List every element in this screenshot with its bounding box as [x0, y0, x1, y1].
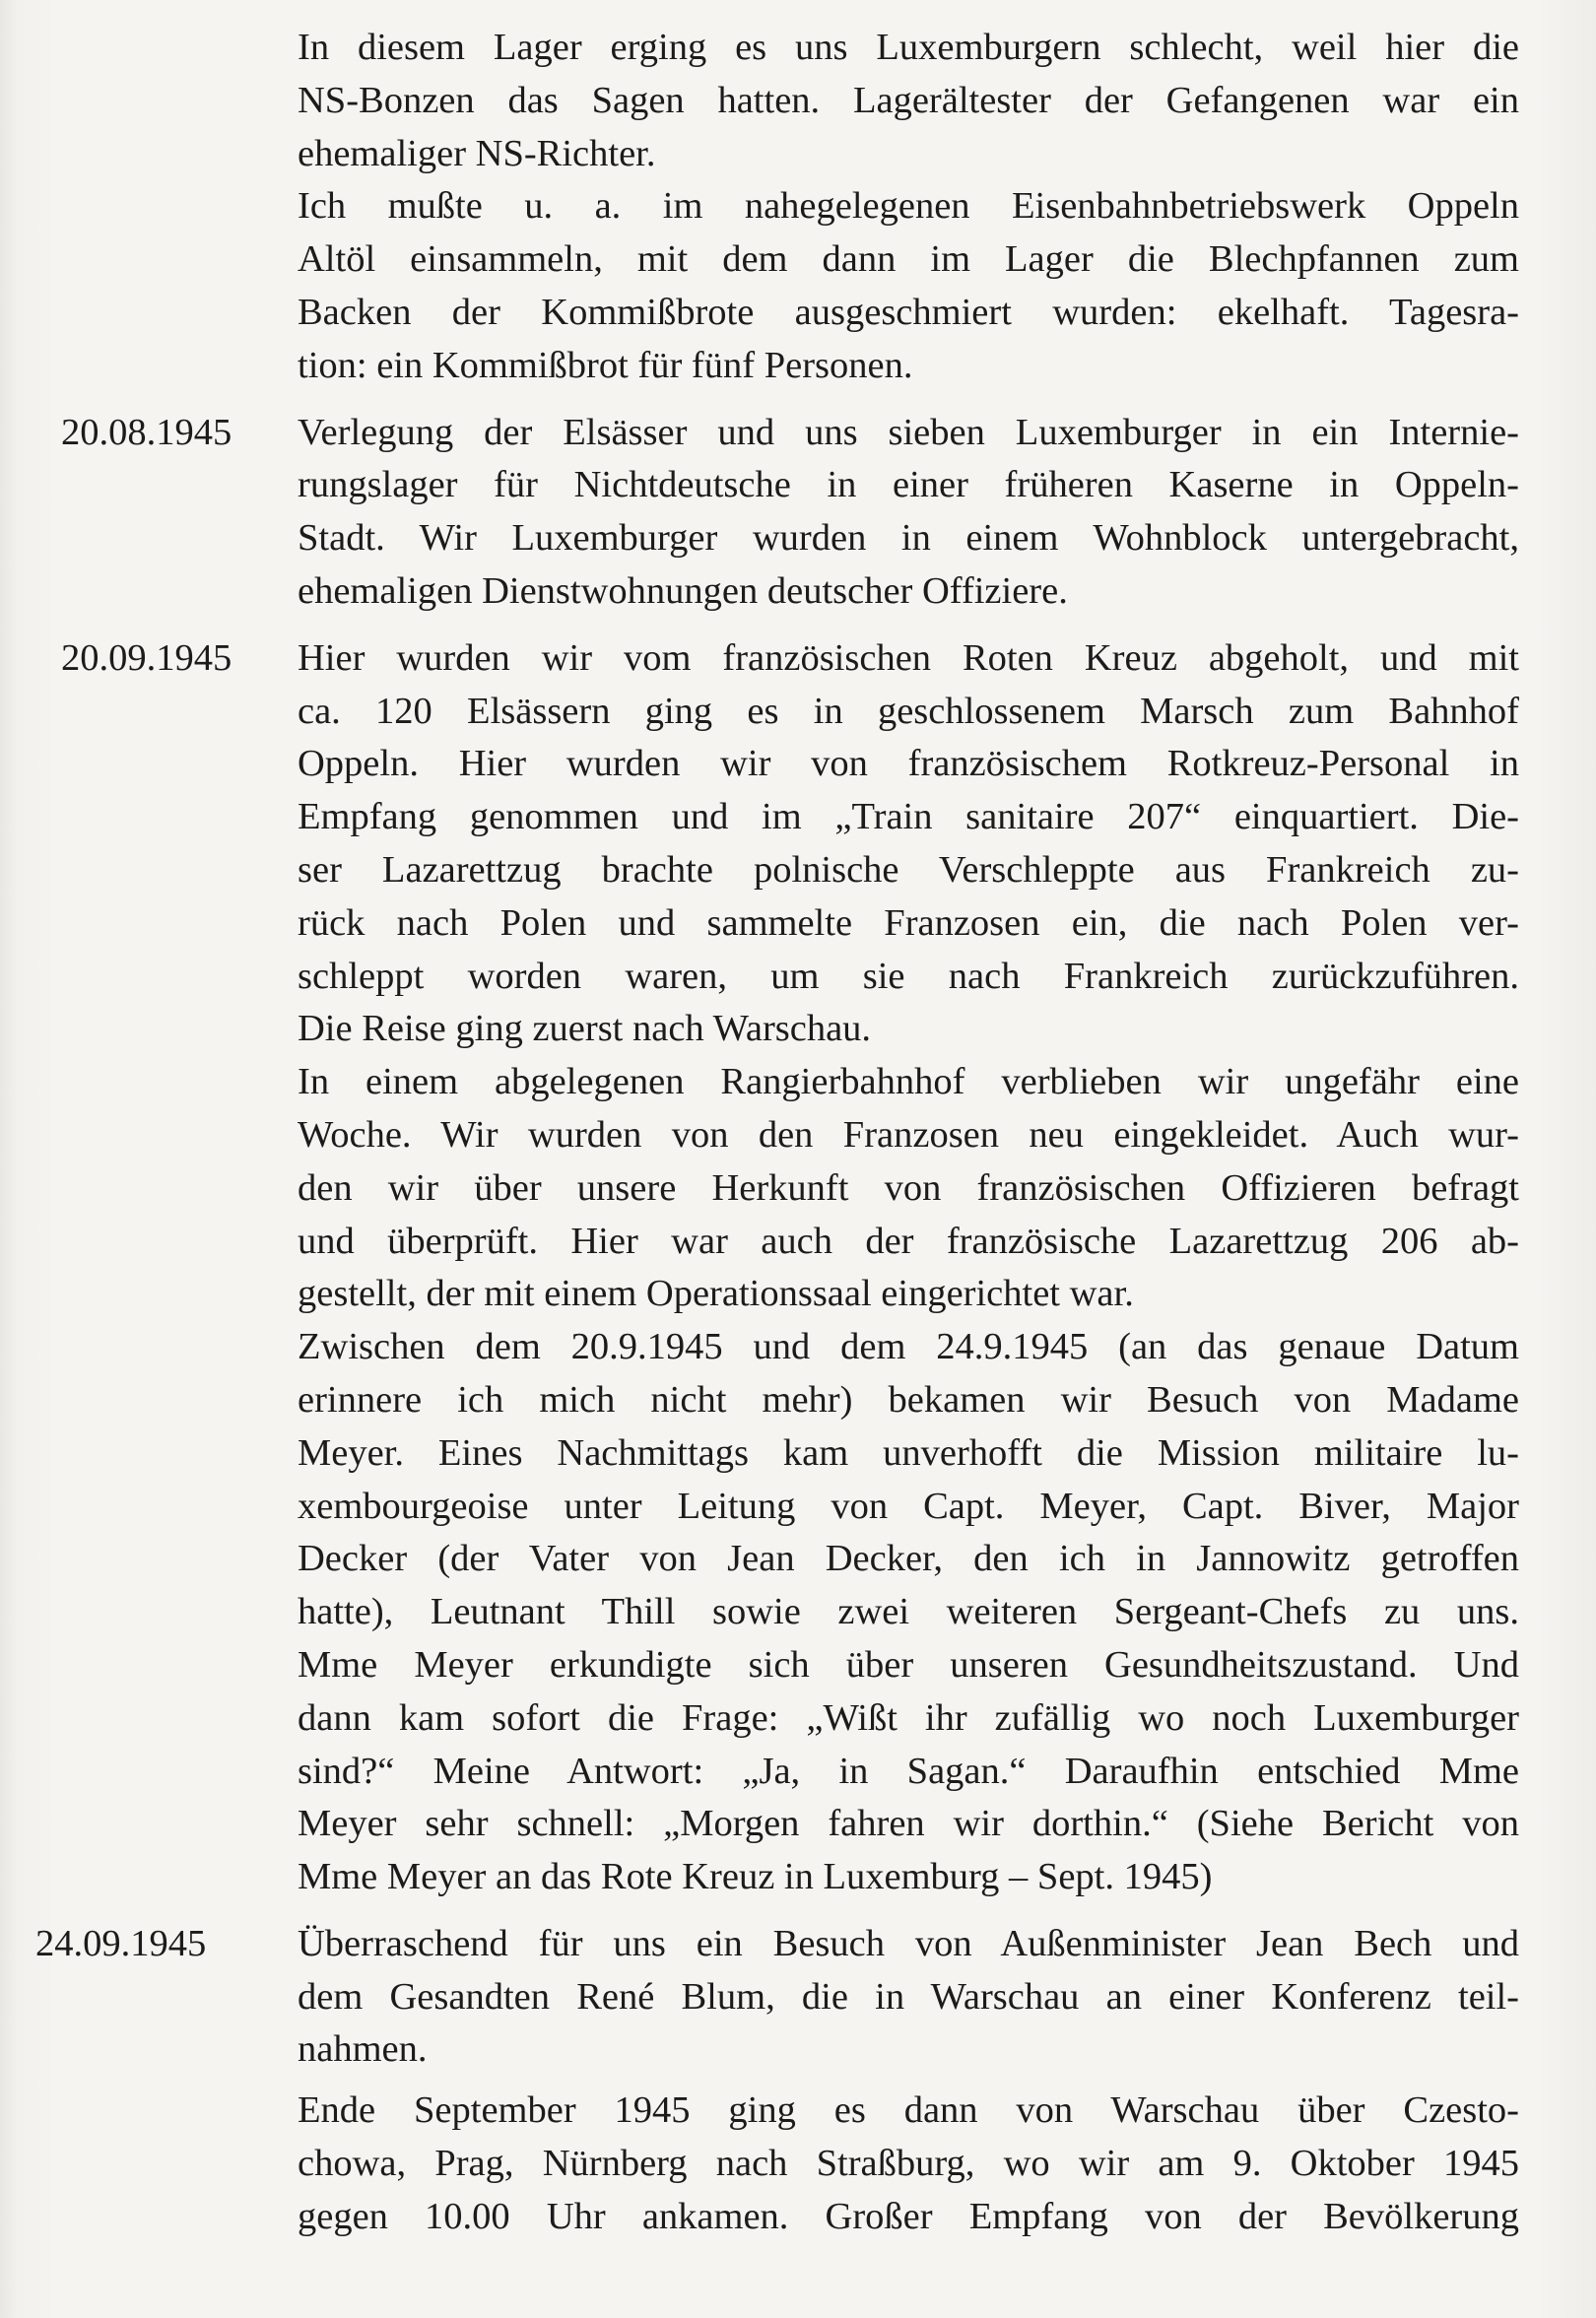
text-line: In einem abgelegenen Rangierbahnhof verblieben wir ungefähr eine: [298, 1061, 1519, 1103]
text-line: ehemaliger NS-Richter.: [298, 132, 656, 174]
text-line: rück nach Polen und sammelte Franzosen ein, die nach Polen ver-: [298, 901, 1519, 944]
text-line: sind?“ Meine Antwort: „Ja, in Sagan.“ Daraufhin entschied Mme: [298, 1750, 1519, 1792]
entry-1945-08-20: [0, 407, 1596, 619]
entry-1945-09-24: [0, 1918, 1596, 2244]
text-line: Backen der Kommißbrote ausgeschmiert wurden: ekelhaft. Tagesra-: [298, 291, 1519, 333]
text-line: hatte), Leutnant Thill sowie zwei weiteren Sergeant-Chefs zu uns.: [298, 1591, 1519, 1633]
text-line: tion: ein Kommißbrot für fünf Personen.: [298, 344, 913, 386]
text-line: Altöl einsammeln, mit dem dann im Lager die Blechpfannen zum: [298, 238, 1519, 281]
entry-date: 20.08.1945: [61, 411, 233, 453]
text-line: Zwischen dem 20.9.1945 und dem 24.9.1945 (an das genaue Datum: [298, 1326, 1519, 1368]
text-line: In diesem Lager erging es uns Luxemburgern schlecht, weil hier die: [298, 27, 1519, 68]
text-line: Meyer. Eines Nachmittags kam unverhofft die Mission militaire lu-: [298, 1431, 1519, 1474]
text-line: chowa, Prag, Nürnberg nach Straßburg, wo wir am 9. Oktober 1945: [298, 2143, 1519, 2185]
entry-text: [298, 632, 1519, 1904]
text-line: ca. 120 Elsässern ging es in geschlossenem Marsch zum Bahnhof: [298, 690, 1519, 732]
text-line: rungslager für Nichtdeutsche in einer früheren Kaserne in Oppeln-: [298, 464, 1519, 506]
text-line: gegen 10.00 Uhr ankamen. Großer Empfang von der Bevölkerung: [298, 2195, 1519, 2237]
text-line: Mme Meyer erkundigte sich über unseren Gesundheitszustand. Und: [298, 1643, 1519, 1686]
text-line: erinnere ich mich nicht mehr) bekamen wir Besuch von Madame: [298, 1378, 1519, 1421]
text-line: schleppt worden waren, um sie nach Frankreich zurückzuführen.: [298, 955, 1519, 997]
text-line: xembourgeoise unter Leitung von Capt. Meyer, Capt. Biver, Major: [298, 1485, 1519, 1527]
text-line: Verlegung der Elsässer und uns sieben Luxemburger in ein Internie-: [298, 411, 1519, 453]
text-line: dem Gesandten René Blum, die in Warschau an einer Konferenz teil-: [298, 1975, 1519, 2018]
text-line: gestellt, der mit einem Operationssaal eingerichtet war.: [298, 1273, 1134, 1315]
entry-text: [298, 1918, 1519, 2244]
text-line: Meyer sehr schnell: „Morgen fahren wir dorthin.“ (Siehe Bericht von: [298, 1803, 1519, 1845]
entry-continuation: [0, 22, 1596, 393]
text-line: Ich mußte u. a. im nahegelegenen Eisenbahnbetriebswerk Oppeln: [298, 185, 1519, 228]
text-line: Oppeln. Hier wurden wir von französischem Rotkreuz-Personal in: [298, 743, 1519, 785]
text-line: Hier wurden wir vom französischen Roten Kreuz abgeholt, und mit: [298, 636, 1519, 679]
entry-1945-09-20: [0, 632, 1596, 1904]
text-line: Die Reise ging zuerst nach Warschau.: [298, 1008, 872, 1050]
text-line: ser Lazarettzug brachte polnische Verschleppte aus Frankreich zu-: [298, 848, 1519, 891]
entry-text: [298, 407, 1519, 619]
text-line: Decker (der Vater von Jean Decker, den ich in Jannowitz getroffen: [298, 1538, 1519, 1580]
text-line: Woche. Wir wurden von den Franzosen neu eingekleidet. Auch wur-: [298, 1113, 1519, 1156]
text-line: NS-Bonzen das Sagen hatten. Lagerältester der Gefangenen war ein: [298, 79, 1519, 121]
entry-date: 20.09.1945: [61, 636, 233, 679]
text-line: und überprüft. Hier war auch der französische Lazarettzug 206 ab-: [298, 1220, 1519, 1262]
document-body: [0, 22, 1596, 2244]
text-line: Überraschend für uns ein Besuch von Außenminister Jean Bech und: [298, 1922, 1519, 1964]
text-line: Empfang genommen und im „Train sanitaire 207“ einquartiert. Die-: [298, 796, 1519, 838]
text-line: ehemaligen Dienstwohnungen deutscher Offiziere.: [298, 569, 1068, 612]
text-line: Mme Meyer an das Rote Kreuz in Luxemburg – Sept. 1945): [298, 1856, 1213, 1898]
text-line: nahmen.: [298, 2028, 428, 2071]
text-line: den wir über unsere Herkunft von französischen Offizieren befragt: [298, 1166, 1519, 1209]
text-line: dann kam sofort die Frage: „Wißt ihr zufällig wo noch Luxemburger: [298, 1696, 1519, 1739]
text-line: Stadt. Wir Luxemburger wurden in einem Wohnblock untergebracht,: [298, 517, 1519, 560]
entry-date: 24.09.1945: [35, 1922, 207, 1964]
entry-text: [298, 22, 1519, 393]
text-line: Ende September 1945 ging es dann von Warschau über Czesto-: [298, 2089, 1519, 2132]
